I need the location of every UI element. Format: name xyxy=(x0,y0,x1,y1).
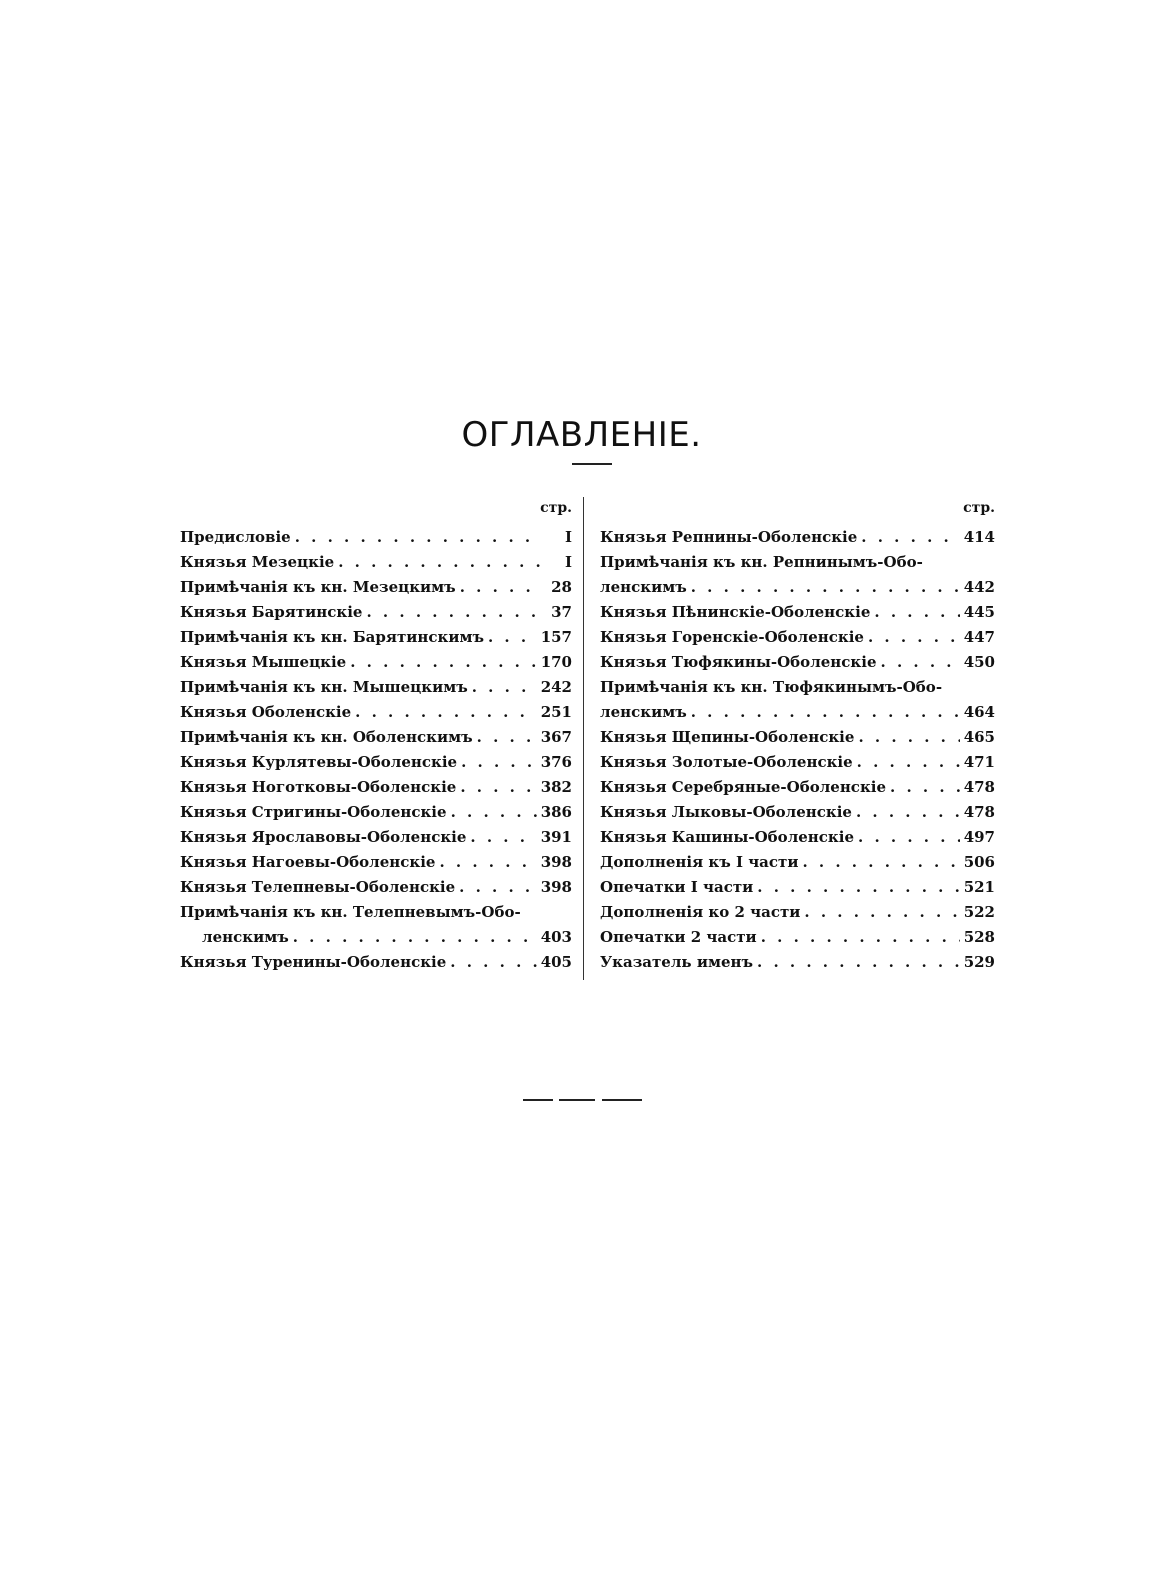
toc-entry-page: 398 xyxy=(540,878,572,896)
dot-leader xyxy=(460,575,542,600)
toc-entry-label: Примѣчанія къ кн. Барятинскимъ xyxy=(180,628,484,646)
toc-entry-page: 391 xyxy=(540,828,572,846)
toc-entry xyxy=(600,525,995,550)
toc-entry-label: Князья Оболенскіе xyxy=(180,703,352,721)
dot-leader xyxy=(450,950,536,975)
toc-entry-label: Примѣчанія къ кн. Телепневымъ-Обо- xyxy=(180,903,521,921)
toc-entry-label: Князья Ноготковы-Оболенскіе xyxy=(180,778,457,796)
toc-entry xyxy=(600,775,995,800)
toc-entry xyxy=(180,925,572,950)
toc-entry xyxy=(600,875,995,900)
toc-entry-label: Князья Нагоевы-Оболенскіе xyxy=(180,853,436,871)
toc-entry-label: Князья Пѣнинскіе-Оболенскіе xyxy=(600,603,871,621)
dot-leader xyxy=(355,700,537,725)
dot-leader xyxy=(804,900,959,925)
dot-leader xyxy=(470,825,536,850)
toc-entry-label: Князья Лыковы-Оболенскіе xyxy=(600,803,852,821)
dot-leader xyxy=(757,875,959,900)
dot-leader xyxy=(295,525,542,550)
toc-entry xyxy=(180,700,572,725)
toc-entry-label: Примѣчанія къ кн. Тюфякинымъ-Обо- xyxy=(600,678,943,696)
dot-leader xyxy=(472,675,537,700)
dot-leader xyxy=(857,750,960,775)
toc-entry-page: 28 xyxy=(551,578,572,596)
toc-entry-label: Дополненія ко 2 части xyxy=(600,903,801,921)
dot-leader xyxy=(861,525,959,550)
toc-entry-label: Князья Репнины-Оболенскіе xyxy=(600,528,858,546)
toc-entry-page: 170 xyxy=(540,653,572,671)
toc-entry-page: 497 xyxy=(963,828,995,846)
toc-entry xyxy=(180,625,572,650)
toc-entry-label: Князья Стригины-Оболенскіе xyxy=(180,803,447,821)
toc-entry-label: ленскимъ xyxy=(600,578,687,596)
column-divider xyxy=(583,497,584,980)
toc-entry-page: 450 xyxy=(963,653,995,671)
toc-entry-page: 464 xyxy=(963,703,995,721)
toc-entry-label: Князья Мезецкіе xyxy=(180,553,335,571)
toc-entry-page: 528 xyxy=(963,928,995,946)
toc-entry-label: Указатель именъ xyxy=(600,953,754,971)
toc-entry-page: 367 xyxy=(540,728,572,746)
toc-entry xyxy=(600,625,995,650)
toc-entry-label: Предисловіе xyxy=(180,528,291,546)
dot-leader xyxy=(757,950,960,975)
dot-leader xyxy=(366,600,542,625)
dot-leader xyxy=(874,600,959,625)
toc-entry-page: 521 xyxy=(963,878,995,896)
toc-entry xyxy=(180,850,572,875)
toc-entry-page: 157 xyxy=(540,628,572,646)
toc-entry-label: Князья Мышецкіе xyxy=(180,653,347,671)
toc-entry-label: Примѣчанія къ кн. Оболенскимъ xyxy=(180,728,473,746)
toc-entry xyxy=(600,700,995,725)
toc-entry-label: Дополненія къ I части xyxy=(600,853,799,871)
footer-rule xyxy=(602,1099,642,1101)
toc-entry-label: Опечатки 2 части xyxy=(600,928,757,946)
toc-entry xyxy=(180,525,572,550)
toc-entry xyxy=(180,750,572,775)
toc-entry xyxy=(180,825,572,850)
page-title: ОГЛАВЛЕНІЕ. xyxy=(461,414,702,455)
toc-right-column xyxy=(600,498,995,975)
toc-entry xyxy=(180,900,572,925)
toc-entry-label: Князья Барятинскіе xyxy=(180,603,363,621)
toc-entry xyxy=(600,750,995,775)
dot-leader xyxy=(890,775,960,800)
dot-leader xyxy=(451,800,537,825)
toc-entry-label: Опечатки I части xyxy=(600,878,754,896)
toc-entry-label: ленскимъ xyxy=(202,928,289,946)
toc-entry-label: Князья Телепневы-Оболенскіе xyxy=(180,878,456,896)
toc-entry-page: 522 xyxy=(963,903,995,921)
toc-entry-label: Князья Кашины-Оболенскіе xyxy=(600,828,854,846)
toc-entry-label: ленскимъ xyxy=(600,703,687,721)
dot-leader xyxy=(761,925,960,950)
toc-entry-page: 242 xyxy=(540,678,572,696)
toc-entry-page: 471 xyxy=(963,753,995,771)
dot-leader xyxy=(338,550,542,575)
toc-entry xyxy=(600,600,995,625)
toc-left-list xyxy=(180,525,572,975)
toc-entry xyxy=(600,675,995,700)
dot-leader xyxy=(881,650,960,675)
toc-entry-label: Князья Щепины-Оболенскіе xyxy=(600,728,855,746)
title-rule xyxy=(572,463,612,465)
dot-leader xyxy=(868,625,960,650)
toc-entry xyxy=(600,950,995,975)
dot-leader xyxy=(439,850,536,875)
dot-leader xyxy=(477,725,537,750)
toc-right-list xyxy=(600,525,995,975)
toc-entry-label: Князья Горенскіе-Оболенскіе xyxy=(600,628,864,646)
toc-entry-label: Примѣчанія къ кн. Репнинымъ-Обо- xyxy=(600,553,923,571)
toc-entry-page: 447 xyxy=(963,628,995,646)
toc-entry-page: 37 xyxy=(551,603,572,621)
page-column-header: стр. xyxy=(963,500,995,516)
toc-entry-page: 405 xyxy=(540,953,572,971)
toc-entry-label: Князья Золотые-Оболенскіе xyxy=(600,753,853,771)
toc-entry-page: I xyxy=(564,528,572,546)
dot-leader xyxy=(461,750,537,775)
toc-entry xyxy=(180,800,572,825)
dot-leader xyxy=(858,725,959,750)
toc-entry xyxy=(600,900,995,925)
toc-entry xyxy=(180,950,572,975)
dot-leader xyxy=(802,850,959,875)
page-column-header: стр. xyxy=(540,500,572,516)
toc-entry xyxy=(180,725,572,750)
toc-entry-page: 251 xyxy=(540,703,572,721)
toc-entry xyxy=(180,675,572,700)
toc-entry-label: Князья Тюфякины-Оболенскіе xyxy=(600,653,877,671)
dot-leader xyxy=(691,700,960,725)
dot-leader xyxy=(856,800,960,825)
toc-entry-page: 403 xyxy=(540,928,572,946)
toc-entry-page: 414 xyxy=(963,528,995,546)
toc-entry-page: 478 xyxy=(963,778,995,796)
toc-entry-page: I xyxy=(564,553,572,571)
toc-entry xyxy=(180,775,572,800)
toc-entry-page: 445 xyxy=(963,603,995,621)
toc-entry xyxy=(180,650,572,675)
dot-leader xyxy=(350,650,536,675)
toc-entry-label: Примѣчанія къ кн. Мышецкимъ xyxy=(180,678,468,696)
toc-entry xyxy=(600,850,995,875)
toc-entry xyxy=(180,550,572,575)
toc-entry xyxy=(180,600,572,625)
toc-entry xyxy=(600,650,995,675)
toc-entry-page: 506 xyxy=(963,853,995,871)
dot-leader xyxy=(488,625,537,650)
dot-leader xyxy=(459,875,537,900)
footer-rule xyxy=(523,1099,553,1101)
dot-leader xyxy=(460,775,536,800)
toc-entry xyxy=(180,875,572,900)
toc-left-column xyxy=(180,498,572,975)
toc-entry xyxy=(600,550,995,575)
toc-entry-label: Князья Серебряные-Оболенскіе xyxy=(600,778,887,796)
toc-entry xyxy=(600,725,995,750)
toc-entry xyxy=(600,825,995,850)
toc-entry-page: 529 xyxy=(963,953,995,971)
toc-entry-label: Князья Курлятевы-Оболенскіе xyxy=(180,753,458,771)
toc-entry xyxy=(180,575,572,600)
footer-rule xyxy=(559,1099,595,1101)
dot-leader xyxy=(858,825,960,850)
toc-entry-label: Князья Туренины-Оболенскіе xyxy=(180,953,447,971)
toc-entry xyxy=(600,800,995,825)
toc-entry xyxy=(600,925,995,950)
toc-entry-label: Примѣчанія къ кн. Мезецкимъ xyxy=(180,578,456,596)
toc-entry xyxy=(600,575,995,600)
toc-entry-page: 376 xyxy=(540,753,572,771)
dot-leader xyxy=(691,575,960,600)
toc-entry-page: 398 xyxy=(540,853,572,871)
toc-entry-label: Князья Ярославовы-Оболенскіе xyxy=(180,828,467,846)
toc-entry-page: 382 xyxy=(540,778,572,796)
toc-entry-page: 478 xyxy=(963,803,995,821)
toc-entry-page: 442 xyxy=(963,578,995,596)
toc-entry-page: 465 xyxy=(963,728,995,746)
toc-entry-page: 386 xyxy=(540,803,572,821)
dot-leader xyxy=(293,925,537,950)
